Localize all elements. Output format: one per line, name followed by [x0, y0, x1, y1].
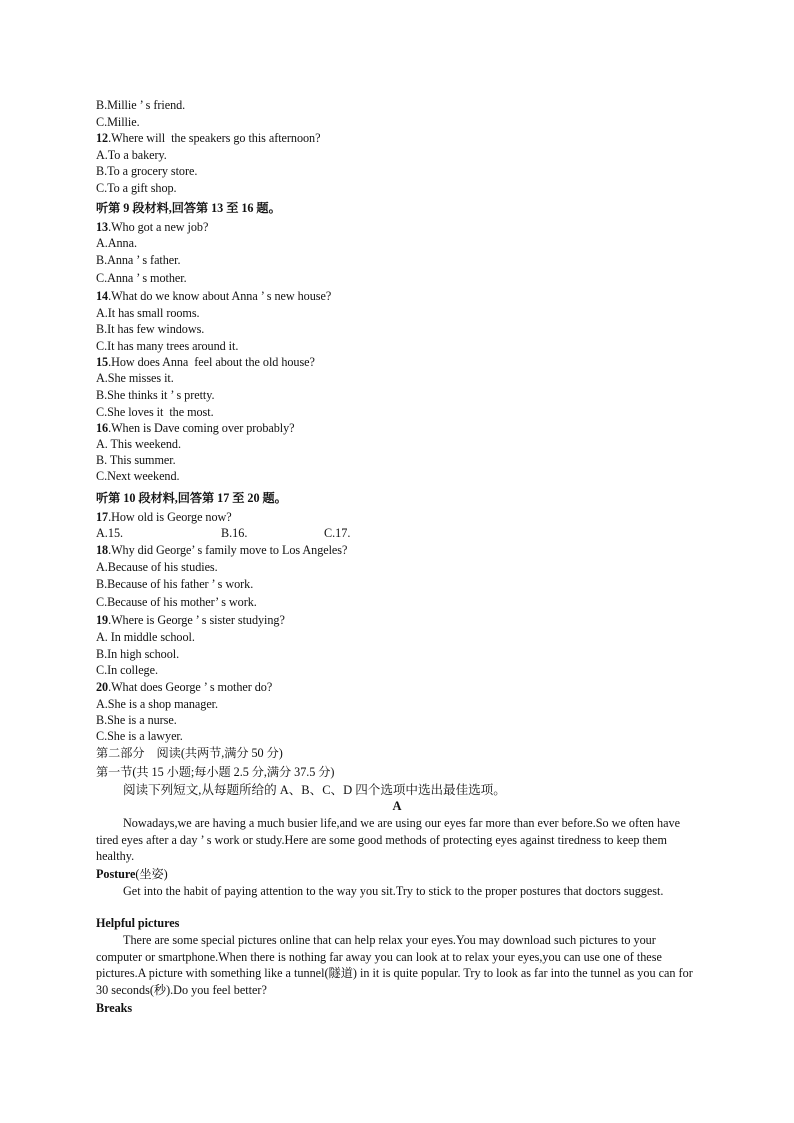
q20-number: 20 [96, 680, 109, 694]
q20-text: .What does George ’ s mother do? [108, 680, 273, 694]
q17-option-b: B.16. [221, 526, 248, 540]
reading-instruction: 阅读下列短文,从每题所给的 A、B、C、D 四个选项中选出最佳选项。 [123, 783, 506, 797]
q16-option-a: A. This weekend. [96, 437, 181, 451]
section-10-heading: 听第 10 段材料,回答第 17 至 20 题。 [96, 491, 287, 505]
q19-stem [96, 612, 285, 628]
q15-option-b: B.She thinks it ’ s pretty. [96, 388, 215, 402]
q15-number: 15 [96, 355, 109, 369]
q18-option-b: B.Because of his father ’ s work. [96, 577, 254, 591]
heading-posture-cn: (坐姿) [135, 867, 168, 881]
q15-stem [96, 354, 315, 370]
q17-option-a: A.15. [96, 526, 124, 540]
q17-option-c: C.17. [324, 526, 351, 540]
heading-helpful-pictures: Helpful pictures [96, 916, 180, 930]
q18-stem [96, 542, 347, 558]
q14-option-c: C.It has many trees around it. [96, 339, 239, 353]
q19-option-c: C.In college. [96, 663, 158, 677]
q17-number: 17 [96, 510, 109, 524]
pictures-paragraph: There are some special pictures online that can help relax your eyes.You may download such pictures to your computer or smartphone.When there is nothing far away you can look at to relax your eyes,you can use one of these pictures.A picture with something like a tunnel(隧道) in it is quite popular. Try to look as far into the tunnel as you can for 30 seconds(秒).Do you feel better? [96, 933, 693, 997]
heading-breaks: Breaks [96, 1001, 133, 1015]
q12-option-a: A.To a bakery. [96, 148, 167, 162]
q18-option-c: C.Because of his mother’ s work. [96, 595, 257, 609]
q19-option-b: B.In high school. [96, 647, 180, 661]
q13-option-a: A.Anna. [96, 236, 137, 250]
q12-number: 12 [96, 131, 109, 145]
q16-number: 16 [96, 421, 109, 435]
q17-stem [96, 509, 232, 525]
q13-option-b: B.Anna ’ s father. [96, 253, 181, 267]
q13-stem [96, 219, 208, 235]
heading-posture-en: Posture [96, 867, 136, 881]
q16-option-b: B. This summer. [96, 453, 176, 467]
q17-text: .How old is George now? [108, 510, 232, 524]
q18-text: .Why did George’ s family move to Los Angeles? [108, 543, 348, 557]
part-2-section-1-heading: 第一节(共 15 小题;每小题 2.5 分,满分 37.5 分) [96, 765, 335, 779]
q18-number: 18 [96, 543, 109, 557]
passage-intro: Nowadays,we are having a much busier life,and we are using our eyes far more than ever before.So we often have tired eyes after a day ’ s work or study.Here are some good methods of protecting eyes against tiredness to keep them healthy. [96, 816, 681, 864]
q19-text: .Where is George ’ s sister studying? [108, 613, 285, 627]
q13-text: .Who got a new job? [108, 220, 209, 234]
q14-option-a: A.It has small rooms. [96, 306, 200, 320]
q14-stem [96, 288, 331, 304]
q14-option-b: B.It has few windows. [96, 322, 205, 336]
q14-text: .What do we know about Anna ’ s new house? [108, 289, 332, 303]
heading-posture [96, 866, 168, 882]
section-9-heading: 听第 9 段材料,回答第 13 至 16 题。 [96, 201, 281, 215]
q15-option-a: A.She misses it. [96, 371, 174, 385]
q16-option-c: C.Next weekend. [96, 469, 180, 483]
q15-option-c: C.She loves it the most. [96, 405, 214, 419]
q19-number: 19 [96, 613, 109, 627]
q13-number: 13 [96, 220, 109, 234]
q12-option-c: C.To a gift shop. [96, 181, 177, 195]
q19-option-a: A. In middle school. [96, 630, 195, 644]
posture-paragraph: Get into the habit of paying attention to the way you sit.Try to stick to the proper postures that doctors suggest. [123, 884, 664, 898]
q11-option-c: C.Millie. [96, 115, 140, 129]
q12-option-b: B.To a grocery store. [96, 164, 198, 178]
q13-option-c: C.Anna ’ s mother. [96, 271, 187, 285]
q12-text: .Where will the speakers go this afternoon? [108, 131, 321, 145]
q12-stem [96, 130, 320, 146]
passage-label: A [392, 799, 402, 813]
q16-stem [96, 420, 295, 436]
q20-option-b: B.She is a nurse. [96, 713, 177, 727]
q16-text: .When is Dave coming over probably? [108, 421, 295, 435]
q11-option-b: B.Millie ’ s friend. [96, 98, 186, 112]
q18-option-a: A.Because of his studies. [96, 560, 218, 574]
part-2-heading: 第二部分 阅读(共两节,满分 50 分) [96, 746, 283, 760]
q15-text: .How does Anna feel about the old house? [108, 355, 315, 369]
q20-option-a: A.She is a shop manager. [96, 697, 219, 711]
q20-option-c: C.She is a lawyer. [96, 729, 183, 743]
q14-number: 14 [96, 289, 109, 303]
q20-stem [96, 679, 272, 695]
